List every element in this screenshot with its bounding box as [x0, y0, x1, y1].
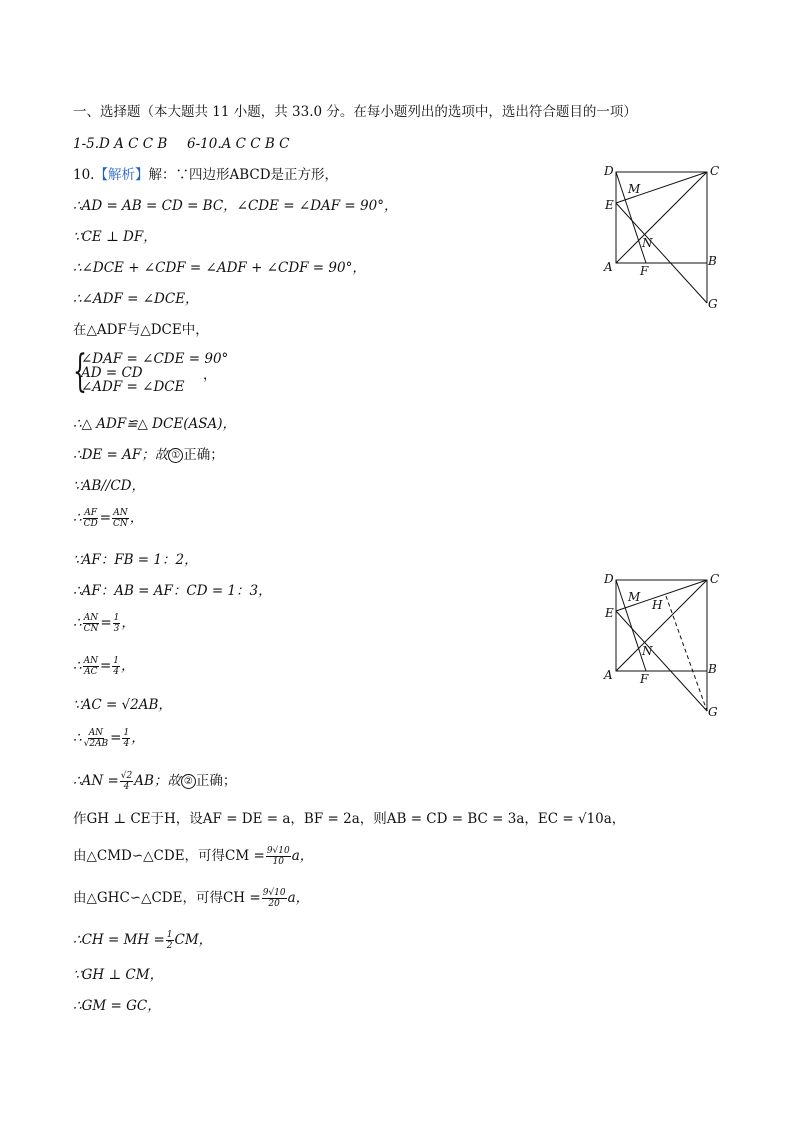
- label-f-2: F: [640, 672, 649, 686]
- label-h-2: H: [652, 598, 663, 612]
- mark-1: ①: [168, 448, 183, 463]
- step-construct-gh: 作GH ⊥ CE于H，设AF = DE = a，BF = 2a，则AB = CD = BC = 3a，EC = √10a，: [73, 811, 626, 827]
- answers-6-10: 6-10.A C C B C: [187, 136, 290, 152]
- de-af-end: 正确；: [183, 447, 224, 463]
- frac-root2-4: $\frac{√2}{4}$: [120, 771, 133, 792]
- analysis-tag: 【解析】: [94, 167, 149, 183]
- step-af-ab: ∴AF：AB = AF：CD = 1：3，: [73, 583, 272, 599]
- de-af-text: ∴DE = AF；故: [73, 447, 169, 463]
- frac-an-cn: $\frac{AN}{CN}$: [113, 508, 128, 529]
- frac-cm: $\frac{9√10}{10}$: [266, 846, 290, 867]
- step-perpendicular: ∵CE ⊥ DF，: [73, 229, 157, 245]
- therefore-sign: ∴: [73, 510, 82, 526]
- dashed-gh: [666, 596, 707, 711]
- label-n-2: N: [642, 644, 653, 658]
- frac-half: $\frac{1}{2}$: [166, 930, 173, 951]
- system-brace: {: [73, 346, 87, 397]
- step-ac: ∵AC = √2AB，: [73, 697, 172, 713]
- step-ratio-2: ∴ $\frac{AN}{CN}$ = $\frac{1}{3}$ ，: [73, 613, 135, 634]
- step-angle-sum: ∴∠DCE + ∠CDF = ∠ADF + ∠CDF = 90°，: [73, 260, 366, 276]
- label-f-1: F: [640, 264, 649, 278]
- frac-an-cn-2: $\frac{AN}{CN}$: [83, 613, 99, 634]
- step-angle-equal: ∴∠ADF = ∠DCE，: [73, 291, 199, 307]
- label-d-1: D: [604, 164, 614, 178]
- system-row-2: AD = CD: [81, 365, 143, 381]
- system-row-3: ∠ADF = ∠DCE: [81, 379, 185, 395]
- q10-number: 10.: [73, 167, 95, 183]
- label-g-1: G: [708, 297, 718, 311]
- label-g-2: G: [708, 705, 718, 719]
- frac-af-cd: $\frac{AF}{CD}$: [83, 508, 98, 529]
- frac-an-root2ab: $\frac{AN}{√2AB}$: [83, 728, 109, 749]
- frac-an-ac: $\frac{AN}{AC}$: [83, 656, 98, 677]
- frac-one-fourth: $\frac{1}{4}$: [113, 656, 120, 677]
- label-d-2: D: [604, 572, 614, 586]
- label-c-1: C: [710, 164, 720, 178]
- step-congruent: ∴△ ADF≌△ DCE(ASA)，: [73, 416, 236, 432]
- system-end: ，: [203, 367, 217, 383]
- step-gm-gc: ∴GM = GC，: [73, 998, 161, 1014]
- step-ratio-3: ∴ $\frac{AN}{AC}$ = $\frac{1}{4}$ ，: [73, 656, 135, 677]
- label-a-1: A: [604, 260, 613, 274]
- frac-ch: $\frac{9√10}{20}$: [262, 888, 286, 909]
- frac-one-third: $\frac{1}{3}$: [113, 613, 120, 634]
- step-ratio-4: ∴ $\frac{AN}{√2AB}$ = $\frac{1}{4}$ ，: [73, 728, 145, 749]
- frac-one-fourth-2: $\frac{1}{4}$: [123, 728, 130, 749]
- step-equal-sides: ∴AD = AB = CD = BC，∠CDE = ∠DAF = 90°，: [73, 198, 398, 214]
- step-ratio-1: ∴ $\frac{AF}{CD}$ = $\frac{AN}{CN}$ ，: [73, 508, 144, 529]
- step-an: ∴AN = $\frac{√2}{4}$ AB；故 ② 正确；: [73, 771, 237, 792]
- label-e-1: E: [605, 198, 614, 212]
- label-e-2: E: [605, 606, 614, 620]
- step-triangles: 在△ADF与△DCE中，: [73, 322, 209, 338]
- step-af-fb: ∵AF：FB = 1：2，: [73, 552, 198, 568]
- step-gh-cm: ∵GH ⊥ CM，: [73, 967, 164, 983]
- label-b-1: B: [708, 254, 717, 268]
- step-similar-1: 由△CMD∽△CDE，可得CM = $\frac{9√10}{10}$ a，: [73, 846, 314, 867]
- label-m-1: M: [628, 182, 641, 196]
- label-m-2: M: [628, 590, 641, 604]
- step-parallel: ∵AB//CD，: [73, 478, 146, 494]
- section-header: 一、选择题（本大题共 11 小题，共 33.0 分。在每小题列出的选项中，选出符合题目的一项）: [73, 104, 637, 120]
- label-a-2: A: [604, 668, 613, 682]
- system-row-1: ∠DAF = ∠CDE = 90°: [81, 351, 229, 367]
- answers-1-5: 1-5.D A C C B: [73, 136, 168, 152]
- label-n-1: N: [642, 236, 653, 250]
- step-ch-mh: ∴CH = MH = $\frac{1}{2}$ CM，: [73, 930, 213, 951]
- mark-2: ②: [181, 774, 196, 789]
- label-b-2: B: [708, 662, 717, 676]
- label-c-2: C: [710, 572, 720, 586]
- q10-intro: 解：∵四边形ABCD是正方形，: [148, 167, 339, 183]
- step-similar-2: 由△GHC∽△CDE，可得CH = $\frac{9√10}{20}$ a，: [73, 888, 310, 909]
